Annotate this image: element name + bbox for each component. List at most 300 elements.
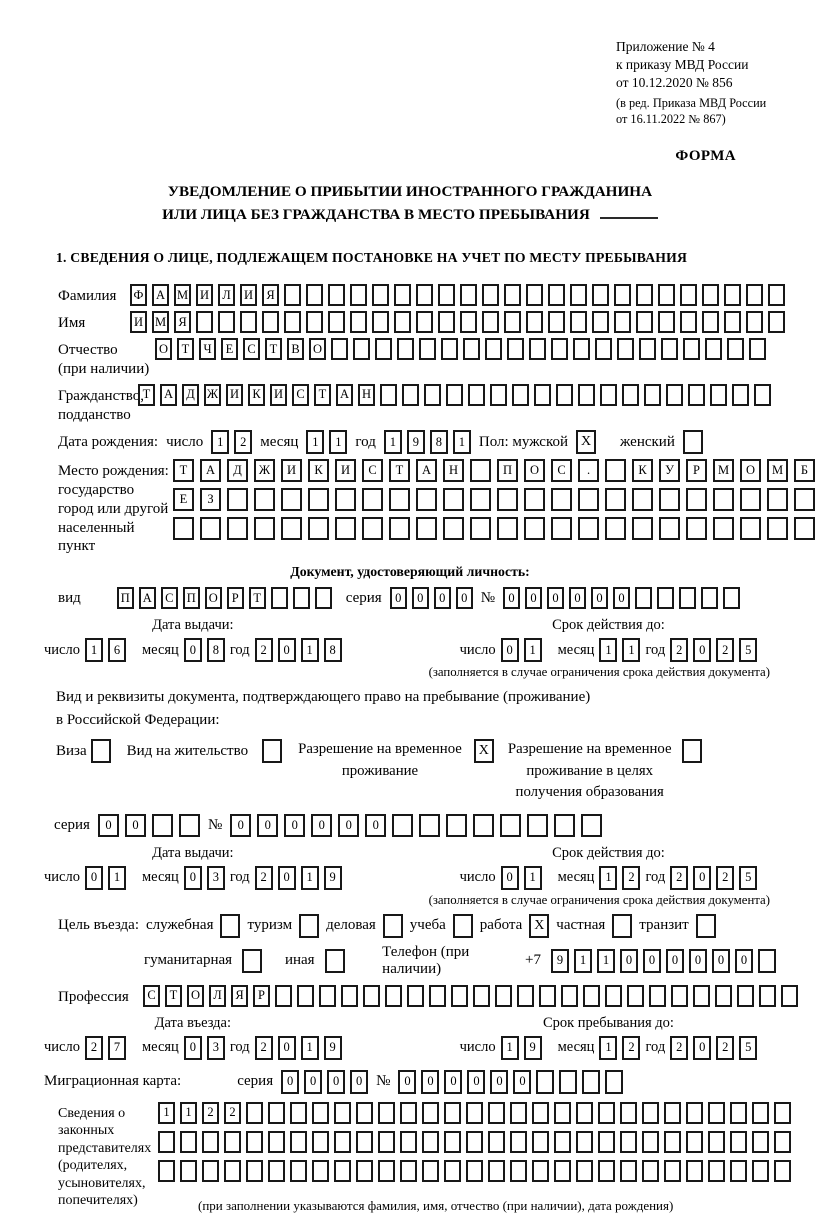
form-cell[interactable] — [224, 1160, 241, 1182]
form-cell[interactable]: 8 — [324, 638, 342, 662]
form-cell[interactable] — [614, 284, 631, 306]
form-cell[interactable]: 3 — [207, 1036, 225, 1060]
form-cell[interactable]: С — [292, 384, 309, 406]
form-cell[interactable] — [290, 1102, 307, 1124]
form-cell[interactable]: 0 — [547, 587, 564, 609]
form-cell[interactable]: 1 — [180, 1102, 197, 1124]
form-cell[interactable] — [686, 1102, 703, 1124]
form-cell[interactable] — [510, 1131, 527, 1153]
form-cell[interactable] — [460, 311, 477, 333]
form-cell[interactable]: П — [117, 587, 134, 609]
form-cell[interactable]: 0 — [693, 638, 711, 662]
form-cell[interactable]: 2 — [255, 866, 273, 890]
form-cell[interactable] — [246, 1160, 263, 1182]
form-cell[interactable]: 9 — [324, 866, 342, 890]
form-cell[interactable]: К — [308, 459, 329, 482]
form-cell[interactable] — [657, 587, 674, 609]
form-cell[interactable]: 2 — [670, 866, 688, 890]
form-cell[interactable] — [362, 517, 383, 540]
form-cell[interactable] — [416, 517, 437, 540]
form-cell[interactable]: 2 — [234, 430, 252, 454]
form-cell[interactable] — [297, 985, 314, 1007]
form-cell[interactable]: 1 — [622, 638, 640, 662]
form-cell[interactable] — [679, 587, 696, 609]
form-cell[interactable] — [281, 488, 302, 511]
form-cell[interactable]: 1 — [574, 949, 592, 973]
form-cell[interactable]: Ж — [254, 459, 275, 482]
form-cell[interactable]: 0 — [412, 587, 429, 609]
form-cell[interactable] — [794, 488, 815, 511]
form-cell[interactable] — [158, 1160, 175, 1182]
form-cell[interactable]: И — [240, 284, 257, 306]
form-cell[interactable]: И — [196, 284, 213, 306]
form-cell[interactable]: М — [174, 284, 191, 306]
form-cell[interactable]: И — [270, 384, 287, 406]
form-cell[interactable]: 8 — [430, 430, 448, 454]
form-cell[interactable] — [389, 517, 410, 540]
form-cell[interactable] — [759, 985, 776, 1007]
form-cell[interactable] — [470, 459, 491, 482]
form-cell[interactable]: 9 — [407, 430, 425, 454]
residence-permit-checkbox[interactable] — [262, 739, 282, 763]
form-cell[interactable] — [636, 284, 653, 306]
form-cell[interactable] — [446, 384, 463, 406]
form-cell[interactable]: 5 — [739, 638, 757, 662]
form-cell[interactable]: Р — [253, 985, 270, 1007]
form-cell[interactable]: 0 — [735, 949, 753, 973]
form-cell[interactable] — [774, 1102, 791, 1124]
purpose-other-checkbox[interactable] — [325, 949, 345, 973]
form-cell[interactable] — [688, 384, 705, 406]
form-cell[interactable] — [497, 488, 518, 511]
form-cell[interactable] — [713, 517, 734, 540]
form-cell[interactable] — [356, 1160, 373, 1182]
form-cell[interactable] — [227, 517, 248, 540]
form-cell[interactable] — [686, 517, 707, 540]
form-cell[interactable] — [308, 488, 329, 511]
form-cell[interactable]: Д — [182, 384, 199, 406]
form-cell[interactable] — [554, 1102, 571, 1124]
form-cell[interactable] — [661, 338, 678, 360]
form-cell[interactable]: Н — [358, 384, 375, 406]
form-cell[interactable]: Е — [221, 338, 238, 360]
form-cell[interactable] — [443, 517, 464, 540]
form-cell[interactable]: 0 — [257, 814, 278, 837]
form-cell[interactable]: С — [362, 459, 383, 482]
form-cell[interactable] — [746, 284, 763, 306]
form-cell[interactable] — [470, 488, 491, 511]
form-cell[interactable] — [446, 814, 467, 837]
form-cell[interactable] — [554, 814, 575, 837]
rvp-education-checkbox[interactable] — [682, 739, 702, 763]
form-cell[interactable]: А — [336, 384, 353, 406]
form-cell[interactable] — [179, 814, 200, 837]
form-cell[interactable] — [710, 384, 727, 406]
form-cell[interactable] — [315, 587, 332, 609]
form-cell[interactable] — [659, 488, 680, 511]
form-cell[interactable] — [632, 517, 653, 540]
form-cell[interactable] — [526, 311, 543, 333]
form-cell[interactable]: 1 — [329, 430, 347, 454]
form-cell[interactable] — [705, 338, 722, 360]
form-cell[interactable] — [466, 1131, 483, 1153]
form-cell[interactable] — [605, 517, 626, 540]
form-cell[interactable] — [290, 1160, 307, 1182]
form-cell[interactable] — [473, 814, 494, 837]
form-cell[interactable] — [556, 384, 573, 406]
form-cell[interactable] — [527, 814, 548, 837]
form-cell[interactable] — [620, 1102, 637, 1124]
form-cell[interactable] — [372, 284, 389, 306]
form-cell[interactable] — [312, 1131, 329, 1153]
form-cell[interactable] — [570, 311, 587, 333]
form-cell[interactable]: Я — [231, 985, 248, 1007]
form-cell[interactable] — [713, 488, 734, 511]
form-cell[interactable] — [392, 814, 413, 837]
form-cell[interactable] — [350, 311, 367, 333]
form-cell[interactable] — [605, 488, 626, 511]
form-cell[interactable] — [524, 517, 545, 540]
form-cell[interactable]: 0 — [620, 949, 638, 973]
form-cell[interactable] — [737, 985, 754, 1007]
form-cell[interactable]: 0 — [503, 587, 520, 609]
form-cell[interactable]: 1 — [384, 430, 402, 454]
form-cell[interactable] — [268, 1131, 285, 1153]
form-cell[interactable] — [490, 384, 507, 406]
form-cell[interactable] — [686, 488, 707, 511]
form-cell[interactable] — [680, 284, 697, 306]
form-cell[interactable] — [271, 587, 288, 609]
form-cell[interactable] — [158, 1131, 175, 1153]
form-cell[interactable] — [548, 311, 565, 333]
form-cell[interactable]: 0 — [712, 949, 730, 973]
form-cell[interactable]: 9 — [324, 1036, 342, 1060]
form-cell[interactable] — [526, 284, 543, 306]
form-cell[interactable]: О — [740, 459, 761, 482]
form-cell[interactable] — [473, 985, 490, 1007]
form-cell[interactable] — [752, 1131, 769, 1153]
form-cell[interactable] — [240, 311, 257, 333]
form-cell[interactable] — [246, 1131, 263, 1153]
form-cell[interactable] — [551, 488, 572, 511]
form-cell[interactable] — [488, 1131, 505, 1153]
form-cell[interactable] — [378, 1102, 395, 1124]
form-cell[interactable] — [444, 1102, 461, 1124]
form-cell[interactable] — [617, 338, 634, 360]
form-cell[interactable] — [768, 284, 785, 306]
form-cell[interactable] — [451, 985, 468, 1007]
form-cell[interactable] — [573, 338, 590, 360]
form-cell[interactable] — [664, 1131, 681, 1153]
form-cell[interactable] — [202, 1131, 219, 1153]
form-cell[interactable]: И — [335, 459, 356, 482]
form-cell[interactable]: Ч — [199, 338, 216, 360]
form-cell[interactable] — [281, 517, 302, 540]
form-cell[interactable]: Т — [389, 459, 410, 482]
male-checkbox[interactable]: X — [576, 430, 596, 454]
form-cell[interactable]: 0 — [281, 1070, 299, 1094]
form-cell[interactable]: Т — [177, 338, 194, 360]
form-cell[interactable]: 1 — [524, 866, 542, 890]
form-cell[interactable]: О — [155, 338, 172, 360]
form-cell[interactable] — [644, 384, 661, 406]
form-cell[interactable] — [400, 1102, 417, 1124]
form-cell[interactable] — [595, 338, 612, 360]
form-cell[interactable] — [701, 587, 718, 609]
purpose-tourism-checkbox[interactable] — [299, 914, 319, 938]
form-cell[interactable] — [680, 311, 697, 333]
form-cell[interactable] — [424, 384, 441, 406]
form-cell[interactable]: 0 — [666, 949, 684, 973]
form-cell[interactable] — [422, 1131, 439, 1153]
form-cell[interactable]: О — [524, 459, 545, 482]
form-cell[interactable] — [767, 517, 788, 540]
form-cell[interactable] — [254, 488, 275, 511]
form-cell[interactable]: 1 — [599, 638, 617, 662]
form-cell[interactable]: М — [767, 459, 788, 482]
form-cell[interactable] — [495, 985, 512, 1007]
form-cell[interactable]: О — [205, 587, 222, 609]
form-cell[interactable] — [708, 1102, 725, 1124]
form-cell[interactable] — [532, 1160, 549, 1182]
form-cell[interactable]: 0 — [284, 814, 305, 837]
form-cell[interactable] — [548, 284, 565, 306]
form-cell[interactable] — [293, 587, 310, 609]
form-cell[interactable]: 0 — [304, 1070, 322, 1094]
form-cell[interactable] — [752, 1160, 769, 1182]
form-cell[interactable] — [551, 517, 572, 540]
form-cell[interactable]: 1 — [301, 866, 319, 890]
form-cell[interactable] — [702, 311, 719, 333]
form-cell[interactable]: 2 — [622, 866, 640, 890]
form-cell[interactable] — [627, 985, 644, 1007]
form-cell[interactable] — [407, 985, 424, 1007]
form-cell[interactable]: 3 — [207, 866, 225, 890]
form-cell[interactable] — [312, 1102, 329, 1124]
form-cell[interactable]: 1 — [599, 1036, 617, 1060]
form-cell[interactable] — [539, 985, 556, 1007]
form-cell[interactable]: 6 — [108, 638, 126, 662]
form-cell[interactable]: 0 — [693, 1036, 711, 1060]
form-cell[interactable] — [727, 338, 744, 360]
form-cell[interactable]: Т — [138, 384, 155, 406]
form-cell[interactable] — [152, 814, 173, 837]
form-cell[interactable] — [774, 1131, 791, 1153]
purpose-official-checkbox[interactable] — [220, 914, 240, 938]
form-cell[interactable] — [290, 1131, 307, 1153]
form-cell[interactable] — [768, 311, 785, 333]
form-cell[interactable] — [708, 1131, 725, 1153]
purpose-business-checkbox[interactable] — [383, 914, 403, 938]
form-cell[interactable] — [551, 338, 568, 360]
form-cell[interactable] — [378, 1131, 395, 1153]
form-cell[interactable] — [576, 1102, 593, 1124]
form-cell[interactable] — [740, 517, 761, 540]
form-cell[interactable] — [561, 985, 578, 1007]
form-cell[interactable]: Б — [794, 459, 815, 482]
form-cell[interactable] — [578, 488, 599, 511]
form-cell[interactable] — [658, 284, 675, 306]
form-cell[interactable]: 0 — [613, 587, 630, 609]
form-cell[interactable] — [416, 284, 433, 306]
form-cell[interactable] — [504, 284, 521, 306]
form-cell[interactable] — [578, 384, 595, 406]
form-cell[interactable] — [468, 384, 485, 406]
form-cell[interactable] — [400, 1131, 417, 1153]
form-cell[interactable] — [622, 384, 639, 406]
form-cell[interactable]: 9 — [524, 1036, 542, 1060]
form-cell[interactable] — [372, 311, 389, 333]
form-cell[interactable] — [534, 384, 551, 406]
purpose-work-checkbox[interactable]: X — [529, 914, 549, 938]
form-cell[interactable] — [583, 985, 600, 1007]
form-cell[interactable]: С — [551, 459, 572, 482]
form-cell[interactable]: А — [139, 587, 156, 609]
form-cell[interactable] — [614, 311, 631, 333]
form-cell[interactable] — [781, 985, 798, 1007]
form-cell[interactable]: У — [659, 459, 680, 482]
form-cell[interactable]: 0 — [278, 1036, 296, 1060]
form-cell[interactable]: И — [130, 311, 147, 333]
form-cell[interactable] — [524, 488, 545, 511]
form-cell[interactable]: 1 — [211, 430, 229, 454]
form-cell[interactable] — [532, 1131, 549, 1153]
form-cell[interactable] — [592, 311, 609, 333]
form-cell[interactable]: 0 — [184, 638, 202, 662]
female-checkbox[interactable] — [683, 430, 703, 454]
form-cell[interactable] — [730, 1131, 747, 1153]
form-cell[interactable]: 0 — [350, 1070, 368, 1094]
form-cell[interactable]: 2 — [224, 1102, 241, 1124]
form-cell[interactable]: 2 — [670, 1036, 688, 1060]
form-cell[interactable] — [416, 488, 437, 511]
form-cell[interactable]: 0 — [230, 814, 251, 837]
form-cell[interactable] — [724, 311, 741, 333]
form-cell[interactable] — [746, 311, 763, 333]
form-cell[interactable]: 0 — [501, 866, 519, 890]
form-cell[interactable] — [375, 338, 392, 360]
form-cell[interactable] — [202, 1160, 219, 1182]
form-cell[interactable]: 5 — [739, 1036, 757, 1060]
form-cell[interactable] — [196, 311, 213, 333]
form-cell[interactable] — [356, 1102, 373, 1124]
form-cell[interactable] — [488, 1160, 505, 1182]
form-cell[interactable] — [559, 1070, 577, 1094]
form-cell[interactable]: 1 — [501, 1036, 519, 1060]
form-cell[interactable] — [620, 1131, 637, 1153]
form-cell[interactable]: М — [713, 459, 734, 482]
form-cell[interactable] — [715, 985, 732, 1007]
form-cell[interactable]: Л — [209, 985, 226, 1007]
form-cell[interactable] — [397, 338, 414, 360]
form-cell[interactable] — [362, 488, 383, 511]
form-cell[interactable]: 0 — [467, 1070, 485, 1094]
form-cell[interactable]: О — [187, 985, 204, 1007]
form-cell[interactable] — [632, 488, 653, 511]
form-cell[interactable] — [635, 587, 652, 609]
form-cell[interactable] — [730, 1102, 747, 1124]
form-cell[interactable]: А — [152, 284, 169, 306]
form-cell[interactable] — [335, 517, 356, 540]
form-cell[interactable] — [532, 1102, 549, 1124]
form-cell[interactable] — [649, 985, 666, 1007]
form-cell[interactable] — [400, 1160, 417, 1182]
form-cell[interactable] — [598, 1102, 615, 1124]
form-cell[interactable]: 1 — [301, 1036, 319, 1060]
form-cell[interactable]: 1 — [524, 638, 542, 662]
form-cell[interactable]: Ж — [204, 384, 221, 406]
form-cell[interactable]: 0 — [421, 1070, 439, 1094]
form-cell[interactable] — [334, 1102, 351, 1124]
form-cell[interactable]: 9 — [551, 949, 569, 973]
form-cell[interactable] — [466, 1160, 483, 1182]
form-cell[interactable] — [605, 1070, 623, 1094]
form-cell[interactable] — [578, 517, 599, 540]
form-cell[interactable]: 1 — [306, 430, 324, 454]
form-cell[interactable] — [482, 284, 499, 306]
form-cell[interactable]: 0 — [569, 587, 586, 609]
form-cell[interactable]: 0 — [689, 949, 707, 973]
form-cell[interactable]: В — [287, 338, 304, 360]
form-cell[interactable] — [666, 384, 683, 406]
form-cell[interactable] — [693, 985, 710, 1007]
form-cell[interactable] — [488, 1102, 505, 1124]
form-cell[interactable] — [284, 311, 301, 333]
form-cell[interactable] — [754, 384, 771, 406]
form-cell[interactable] — [507, 338, 524, 360]
form-cell[interactable]: М — [152, 311, 169, 333]
form-cell[interactable] — [702, 284, 719, 306]
form-cell[interactable]: 0 — [434, 587, 451, 609]
form-cell[interactable] — [512, 384, 529, 406]
form-cell[interactable]: 0 — [490, 1070, 508, 1094]
purpose-study-checkbox[interactable] — [453, 914, 473, 938]
form-cell[interactable]: З — [200, 488, 221, 511]
form-cell[interactable]: А — [160, 384, 177, 406]
form-cell[interactable]: Р — [227, 587, 244, 609]
form-cell[interactable]: Д — [227, 459, 248, 482]
form-cell[interactable] — [308, 517, 329, 540]
form-cell[interactable]: С — [143, 985, 160, 1007]
form-cell[interactable] — [671, 985, 688, 1007]
form-cell[interactable]: К — [248, 384, 265, 406]
form-cell[interactable] — [385, 985, 402, 1007]
rvp-checkbox[interactable]: X — [474, 739, 494, 763]
form-cell[interactable]: 0 — [125, 814, 146, 837]
form-cell[interactable] — [749, 338, 766, 360]
form-cell[interactable] — [732, 384, 749, 406]
form-cell[interactable]: 0 — [278, 866, 296, 890]
form-cell[interactable]: 0 — [338, 814, 359, 837]
form-cell[interactable]: Е — [173, 488, 194, 511]
form-cell[interactable] — [664, 1102, 681, 1124]
form-cell[interactable]: Я — [174, 311, 191, 333]
form-cell[interactable] — [444, 1131, 461, 1153]
form-cell[interactable]: Т — [165, 985, 182, 1007]
form-cell[interactable]: Т — [173, 459, 194, 482]
form-cell[interactable] — [642, 1160, 659, 1182]
form-cell[interactable] — [180, 1160, 197, 1182]
form-cell[interactable] — [438, 311, 455, 333]
form-cell[interactable]: . — [578, 459, 599, 482]
form-cell[interactable] — [319, 985, 336, 1007]
form-cell[interactable]: 1 — [453, 430, 471, 454]
form-cell[interactable]: 0 — [365, 814, 386, 837]
form-cell[interactable] — [517, 985, 534, 1007]
form-cell[interactable] — [268, 1160, 285, 1182]
form-cell[interactable] — [642, 1131, 659, 1153]
form-cell[interactable] — [224, 1131, 241, 1153]
